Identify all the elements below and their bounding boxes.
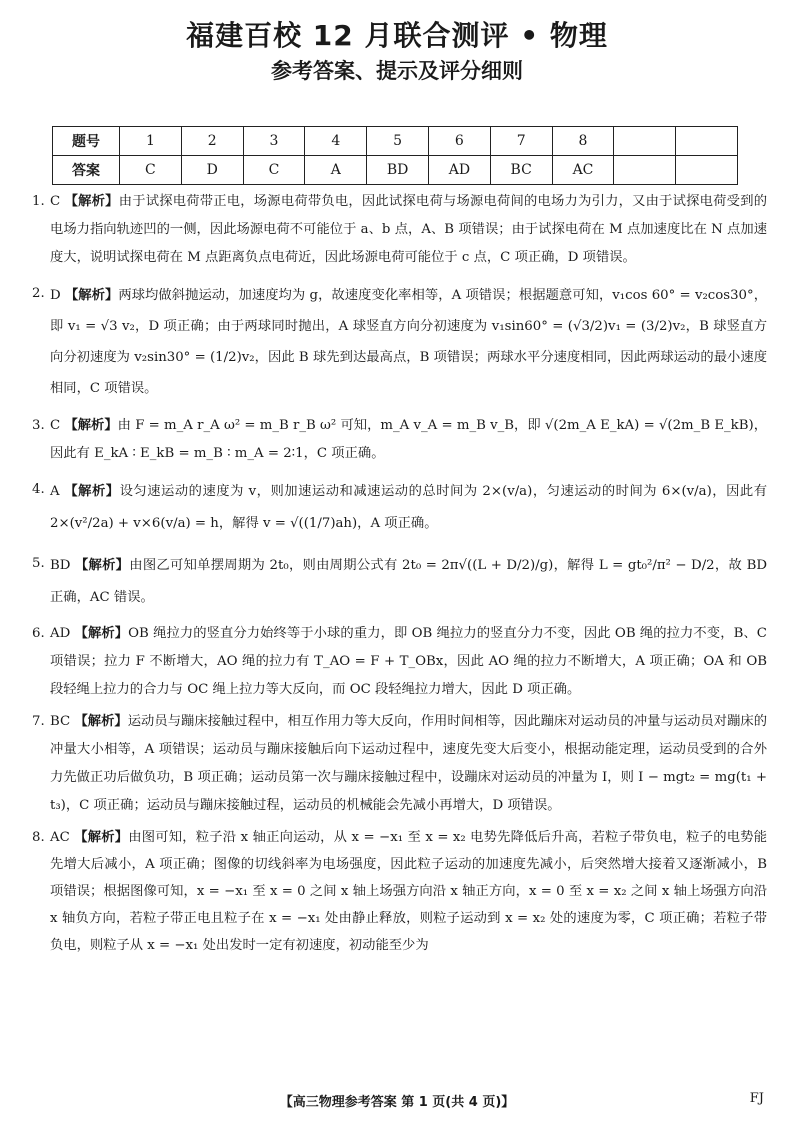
answer-cell: C (120, 156, 182, 185)
solution-paragraph (50, 824, 767, 959)
solution-paragraph (50, 476, 767, 540)
solution-number: 5. (32, 556, 45, 571)
analysis-tag: 【解析】 (64, 484, 120, 499)
solution-paragraph (50, 708, 767, 820)
answer-cell: BD (367, 156, 429, 185)
solution-text: 运动员与蹦床接触过程中，相互作用力等大反向，作用时间相等，因此蹦床对运动员的冲量与运动员对蹦床的冲量大小相等，A 项错误；运动员与蹦床接触后向下运动过程中，速度先变大后变小，根据动能定理，运动员受到的合外力先做正功后做负功，B 项正确；运动员第一次与蹦床接触过程中，设蹦床对运动员的冲量为 I，则 I − mgt₂ = mg(t₁ + t₃)，C 项正确；运动员与蹦床接触过程，运动员的机械能会先减小再增大，D 项错误。 (50, 714, 767, 813)
answer-cell: AD (428, 156, 490, 185)
question-number-cell: 1 (120, 127, 182, 156)
analysis-tag: 【解析】 (64, 418, 118, 433)
solution-answer: BD (50, 558, 71, 573)
solution-number: 6. (32, 626, 45, 641)
solution-paragraph (50, 412, 767, 468)
solution-item-4 (32, 476, 767, 540)
solution-item-5 (32, 550, 767, 614)
answer-cell (676, 156, 738, 185)
answer-cell: AC (552, 156, 614, 185)
question-number-label: 题号 (53, 127, 120, 156)
answer-cell (614, 156, 676, 185)
solution-answer: D (50, 288, 61, 303)
solution-text: 由 F = m_A r_A ω² = m_B r_B ω² 可知，m_A v_A = m_B v_B，即 √(2m_A E_kA) = √(2m_B E_kB)，因此有 E_kA ∶ E_kB = m_B ∶ m_A = 2∶1，C 项正确。 (50, 418, 768, 461)
solution-text: 设匀速运动的速度为 v，则加速运动和减速运动的总时间为 2×(v/a)，匀速运动的时间为 6×(v/a)，因此有 2×(v²/2a) + v×6(v/a) = h，解得 v = √((1/7)ah)，A 项正确。 (50, 484, 768, 531)
solution-number: 4. (32, 482, 45, 497)
solution-paragraph (50, 620, 767, 704)
question-number-cell (614, 127, 676, 156)
solution-item-1 (32, 188, 767, 272)
question-number-cell (676, 127, 738, 156)
question-number-row (53, 127, 738, 156)
analysis-tag: 【解析】 (74, 558, 130, 573)
solution-item-3 (32, 412, 767, 468)
answer-cell: D (181, 156, 243, 185)
solutions-section (32, 188, 767, 959)
solution-item-6 (32, 620, 767, 704)
solution-number: 1. (32, 194, 45, 209)
question-number-cell: 4 (305, 127, 367, 156)
page-footer: 【高三物理参考答案 第 1 页(共 4 页)】 (279, 1095, 515, 1110)
solution-number: 7. (32, 714, 45, 729)
answer-cell: BC (490, 156, 552, 185)
region-code: FJ (749, 1091, 764, 1106)
solution-text: 由于试探电荷带正电，场源电荷带负电，因此试探电荷与场源电荷间的电场力为引力，又由于试探电荷受到的电场力指向轨迹凹的一侧，因此场源电荷不可能位于 a、b 点，A、B 项错误；由于试探电荷在 M 点加速度比在 N 点加速度大，说明试探电荷在 M 点距离负点电荷近，因此场源电荷可能位于 c 点，C 项正确，D 项错误。 (50, 194, 768, 265)
solution-paragraph (50, 188, 767, 272)
solution-text: 由图乙可知单摆周期为 2t₀，则由周期公式有 2t₀ = 2π√((L + D/2)/g)，解得 L = gt₀²/π² − D/2，故 BD 正确，AC 错误。 (50, 558, 768, 605)
solution-text: 两球均做斜抛运动，加速度均为 g，故速度变化率相等，A 项错误；根据题意可知，v₁cos 60° = v₂cos30°，即 v₁ = √3 v₂，D 项正确；由于两球同时抛出，A 球竖直方向分初速度为 v₁sin60° = (√3/2)v₁ = (3/2)v₂，B 球竖直方向分初速度为 v₂sin30° = (1/2)v₂，因此 B 球先到达最高点，B 项错误；两球水平分速度相同，因此两球运动的最小速度相同，C 项错误。 (50, 288, 768, 396)
page-subtitle: 参考答案、提示及评分细则 (271, 59, 523, 83)
solution-answer: AC (50, 830, 70, 845)
solution-answer: C (50, 194, 61, 209)
analysis-tag: 【解析】 (74, 626, 129, 641)
question-number-cell: 5 (367, 127, 429, 156)
analysis-tag: 【解析】 (64, 288, 119, 303)
question-number-cell: 8 (552, 127, 614, 156)
solution-answer: A (50, 484, 60, 499)
solution-answer: C (50, 418, 61, 433)
page-title: 福建百校 12 月联合测评 • 物理 (186, 19, 608, 52)
solution-text: 由图可知，粒子沿 x 轴正向运动，从 x = −x₁ 至 x = x₂ 电势先降低后升高，若粒子带负电，粒子的电势能先增大后减小，A 项正确；图像的切线斜率为电场强度，因此粒子运动的加速度先减小，后突然增大接着又逐渐减小，B 项错误；根据图像可知，x = −x₁ 至 x = 0 之间 x 轴上场强方向沿 x 轴正方向，x = 0 至 x = x₂ 之间 x 轴上场强方向沿 x 轴负方向，若粒子带正电且粒子在 x = −x₁ 处由静止释放，则粒子运动到 x = x₂ 处的速度为零，C 项正确；若粒子带负电，则粒子从 x = −x₁ 处出发时一定有初速度，初动能至少为 (50, 830, 767, 953)
analysis-tag: 【解析】 (74, 830, 129, 845)
question-number-cell: 6 (428, 127, 490, 156)
answer-row (53, 156, 738, 185)
answer-cell: A (305, 156, 367, 185)
solution-number: 2. (32, 286, 45, 301)
answer-label: 答案 (53, 156, 120, 185)
answer-cell: C (243, 156, 305, 185)
question-number-cell: 7 (490, 127, 552, 156)
solution-number: 8. (32, 830, 45, 845)
solution-answer: AD (50, 626, 71, 641)
analysis-tag: 【解析】 (74, 714, 128, 729)
solution-number: 3. (32, 418, 45, 433)
question-number-cell: 2 (181, 127, 243, 156)
question-number-cell: 3 (243, 127, 305, 156)
solution-paragraph (50, 280, 767, 404)
solution-answer: BC (50, 714, 71, 729)
solution-item-2 (32, 280, 767, 404)
solution-item-7 (32, 708, 767, 820)
solution-paragraph (50, 550, 767, 614)
solution-text: OB 绳拉力的竖直分力始终等于小球的重力，即 OB 绳拉力的竖直分力不变，因此 OB 绳的拉力不变，B、C 项错误；拉力 F 不断增大，AO 绳的拉力有 T_AO = F + T_OBx，因此 AO 绳的拉力不断增大，A 项正确；OA 和 OB 段轻绳上拉力的合力与 OC 绳上拉力等大反向，而 OC 段轻绳拉力增大，因此 D 项正确。 (50, 626, 767, 697)
solution-item-8 (32, 824, 767, 959)
analysis-tag: 【解析】 (64, 194, 119, 209)
answer-table (52, 126, 738, 185)
